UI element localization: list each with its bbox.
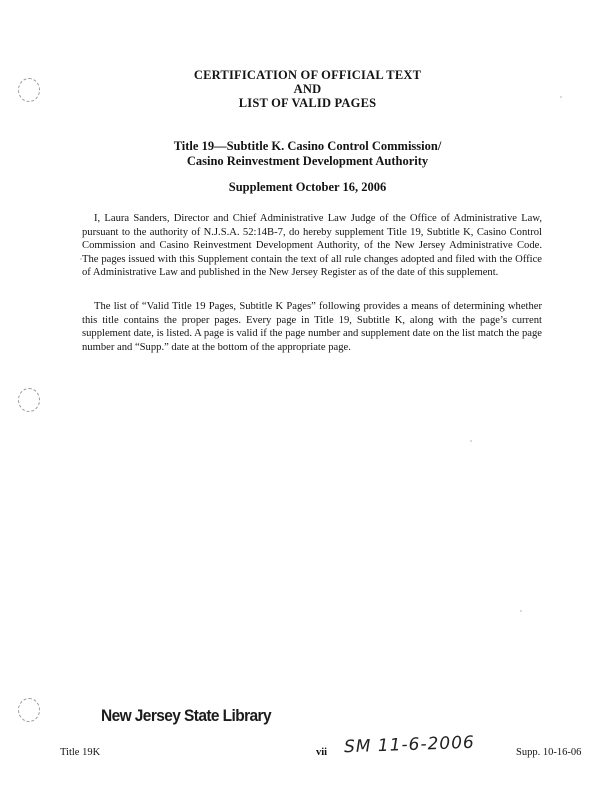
footer-title: Title 19K <box>60 747 101 758</box>
certification-paragraph: I, Laura Sanders, Director and Chief Administrative Law Judge of the Office of Administrative Law, pursuant to the authority of N.J.S.A. 52:14B-7, do hereby supplement Title 19, Subtitle K, Casino Control Commission and Casino Reinvestment Development Authority, of the New Jersey Administrative Code. The pages issued with this Supplement contain the text of all rule changes adopted and filed with the Office of Administrative Law and published in the New Jersey Register as of the date of this supplement. <box>82 213 542 279</box>
footer-page-number: vii <box>316 747 328 758</box>
certification-heading <box>0 68 615 110</box>
title-line-2: Casino Reinvestment Development Authority <box>186 154 429 168</box>
scan-speck <box>560 96 562 98</box>
heading-line-2: AND <box>293 82 322 96</box>
valid-pages-paragraph: The list of “Valid Title 19 Pages, Subtitle K Pages” following provides a means of determining whether this title contains the proper pages. Every page in Title 19, Subtitle K, along with the page’s current supplement date, is listed. A page is valid if the page number and supplement date on the list match the page number and “Supp.” date at the bottom of the appropriate page. <box>82 301 542 353</box>
scan-speck <box>520 610 522 612</box>
punch-hole-bottom <box>18 698 40 722</box>
supplement-date: Supplement October 16, 2006 <box>228 180 387 194</box>
scan-speck <box>470 440 472 442</box>
handwritten-note: SM 11-6-2006 <box>343 732 476 758</box>
heading-line-1: CERTIFICATION OF OFFICIAL TEXT <box>193 68 422 82</box>
footer-supplement: Supp. 10-16-06 <box>516 747 582 758</box>
heading-line-3: LIST OF VALID PAGES <box>238 96 377 110</box>
title-line-1: Title 19—Subtitle K. Casino Control Commission/ <box>173 139 442 153</box>
library-stamp: New Jersey State Library <box>101 707 271 726</box>
title-block <box>0 139 615 169</box>
scan-speck <box>80 258 82 260</box>
punch-hole-middle <box>18 388 40 412</box>
